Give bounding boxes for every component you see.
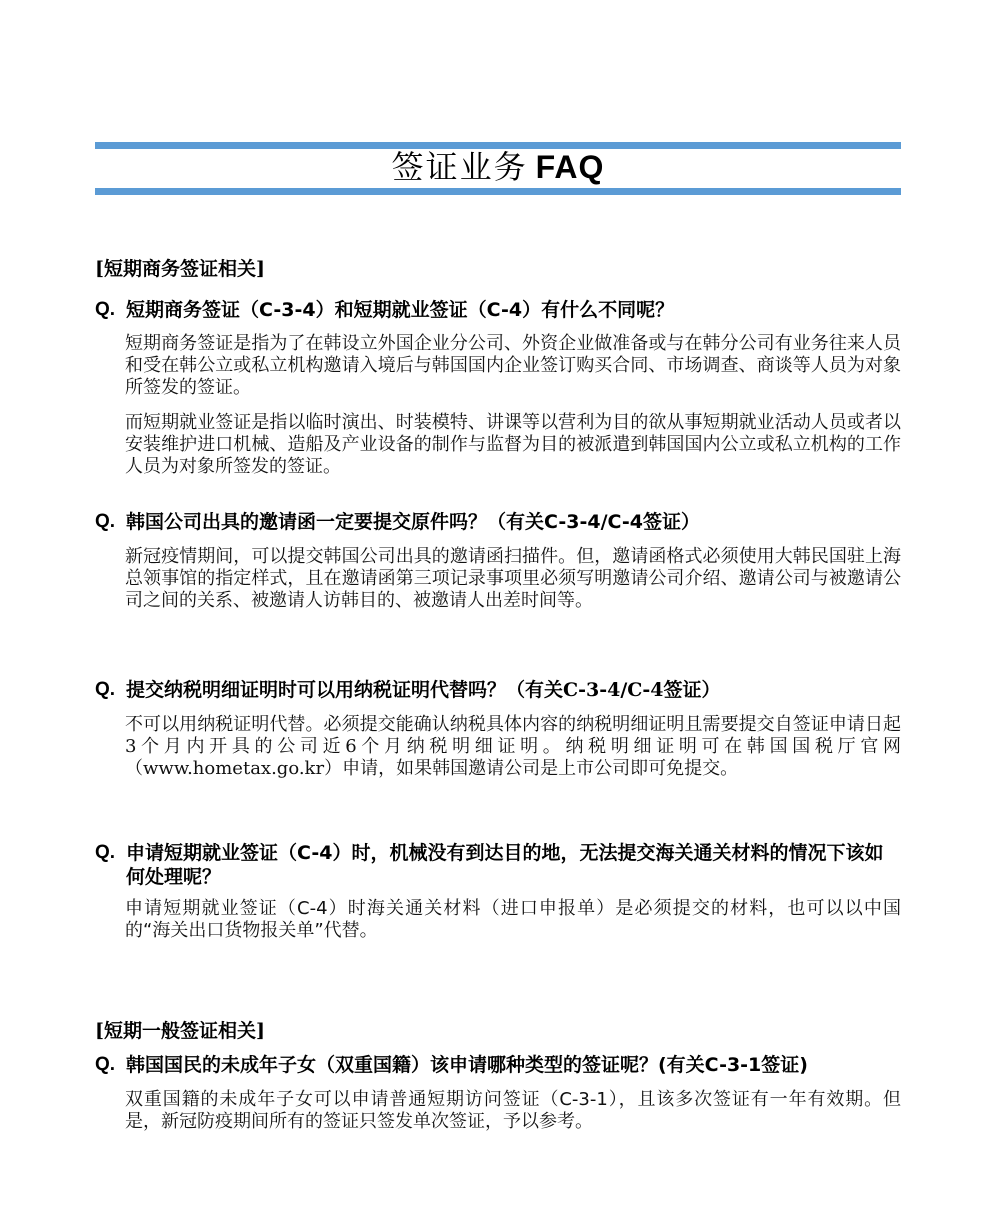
section-heading-general: [短期一般签证相关] bbox=[95, 1020, 265, 1042]
answer-2: 新冠疫情期间，可以提交韩国公司出具的邀请函扫描件。但，邀请函格式必须使用大韩民国驻上海总领事馆的指定样式，且在邀请函第三项记录事项里必须写明邀请公司介绍、邀请公司与被邀请公司之间的关系、被邀请人访韩目的、被邀请人出差时间等。 bbox=[125, 546, 901, 611]
answer-3: 不可以用纳税证明代替。必须提交能确认纳税具体内容的纳税明细证明且需要提交自签证申请日起3个月内开具的公司近6个月纳税明细证明。纳税明细证明可在韩国国税厅官网（www.hometax.go.kr）申请，如果韩国邀请公司是上市公司即可免提交。 bbox=[125, 714, 901, 779]
title-rule-bottom bbox=[95, 188, 901, 195]
question-text: 韩国公司出具的邀请函一定要提交原件吗？（有关C-3-4/C-4签证） bbox=[126, 511, 701, 533]
question-mark: Q. bbox=[95, 511, 116, 532]
answer-1b: 而短期就业签证是指以临时演出、时装模特、讲课等以营利为目的欲从事短期就业活动人员或者以安装维护进口机械、造船及产业设备的制作与监督为目的被派遣到韩国国内公立或私立机构的工作人员为对象所签发的签证。 bbox=[125, 412, 901, 477]
question-text: 韩国国民的未成年子女（双重国籍）该申请哪种类型的签证呢？(有关C-3-1签证) bbox=[126, 1054, 808, 1076]
section-heading-business: [短期商务签证相关] bbox=[95, 258, 265, 280]
question-5 bbox=[95, 1053, 901, 1077]
question-2 bbox=[95, 510, 901, 534]
question-text: 短期商务签证（C-3-4）和短期就业签证（C-4）有什么不同呢？ bbox=[126, 299, 675, 321]
question-mark: Q. bbox=[95, 1054, 116, 1075]
page-title-cn: 签证业务 bbox=[391, 148, 528, 186]
question-4 bbox=[95, 841, 901, 889]
question-3 bbox=[95, 678, 901, 702]
question-mark: Q. bbox=[95, 842, 116, 863]
question-mark: Q. bbox=[95, 679, 116, 700]
answer-1a: 短期商务签证是指为了在韩设立外国企业分公司、外资企业做准备或与在韩分公司有业务往来人员和受在韩公立或私立机构邀请入境后与韩国国内企业签订购买合同、市场调查、商谈等人员为对象所签发的签证。 bbox=[125, 333, 901, 398]
question-1 bbox=[95, 298, 901, 322]
question-text: 申请短期就业签证（C-4）时，机械没有到达目的地，无法提交海关通关材料的情况下该如何处理呢？ bbox=[126, 842, 884, 888]
page-title-faq: FAQ bbox=[535, 149, 605, 185]
question-text: 提交纳税明细证明时可以用纳税证明代替吗？（有关C-3-4/C-4签证） bbox=[126, 679, 721, 701]
answer-4: 申请短期就业签证（C-4）时海关通关材料（进口申报单）是必须提交的材料，也可以以中国的“海关出口货物报关单”代替。 bbox=[125, 898, 901, 941]
question-mark: Q. bbox=[95, 299, 116, 320]
page-title bbox=[95, 148, 901, 186]
answer-5: 双重国籍的未成年子女可以申请普通短期访问签证（C-3-1），且该多次签证有一年有效期。但是，新冠防疫期间所有的签证只签发单次签证，予以参考。 bbox=[125, 1089, 901, 1132]
